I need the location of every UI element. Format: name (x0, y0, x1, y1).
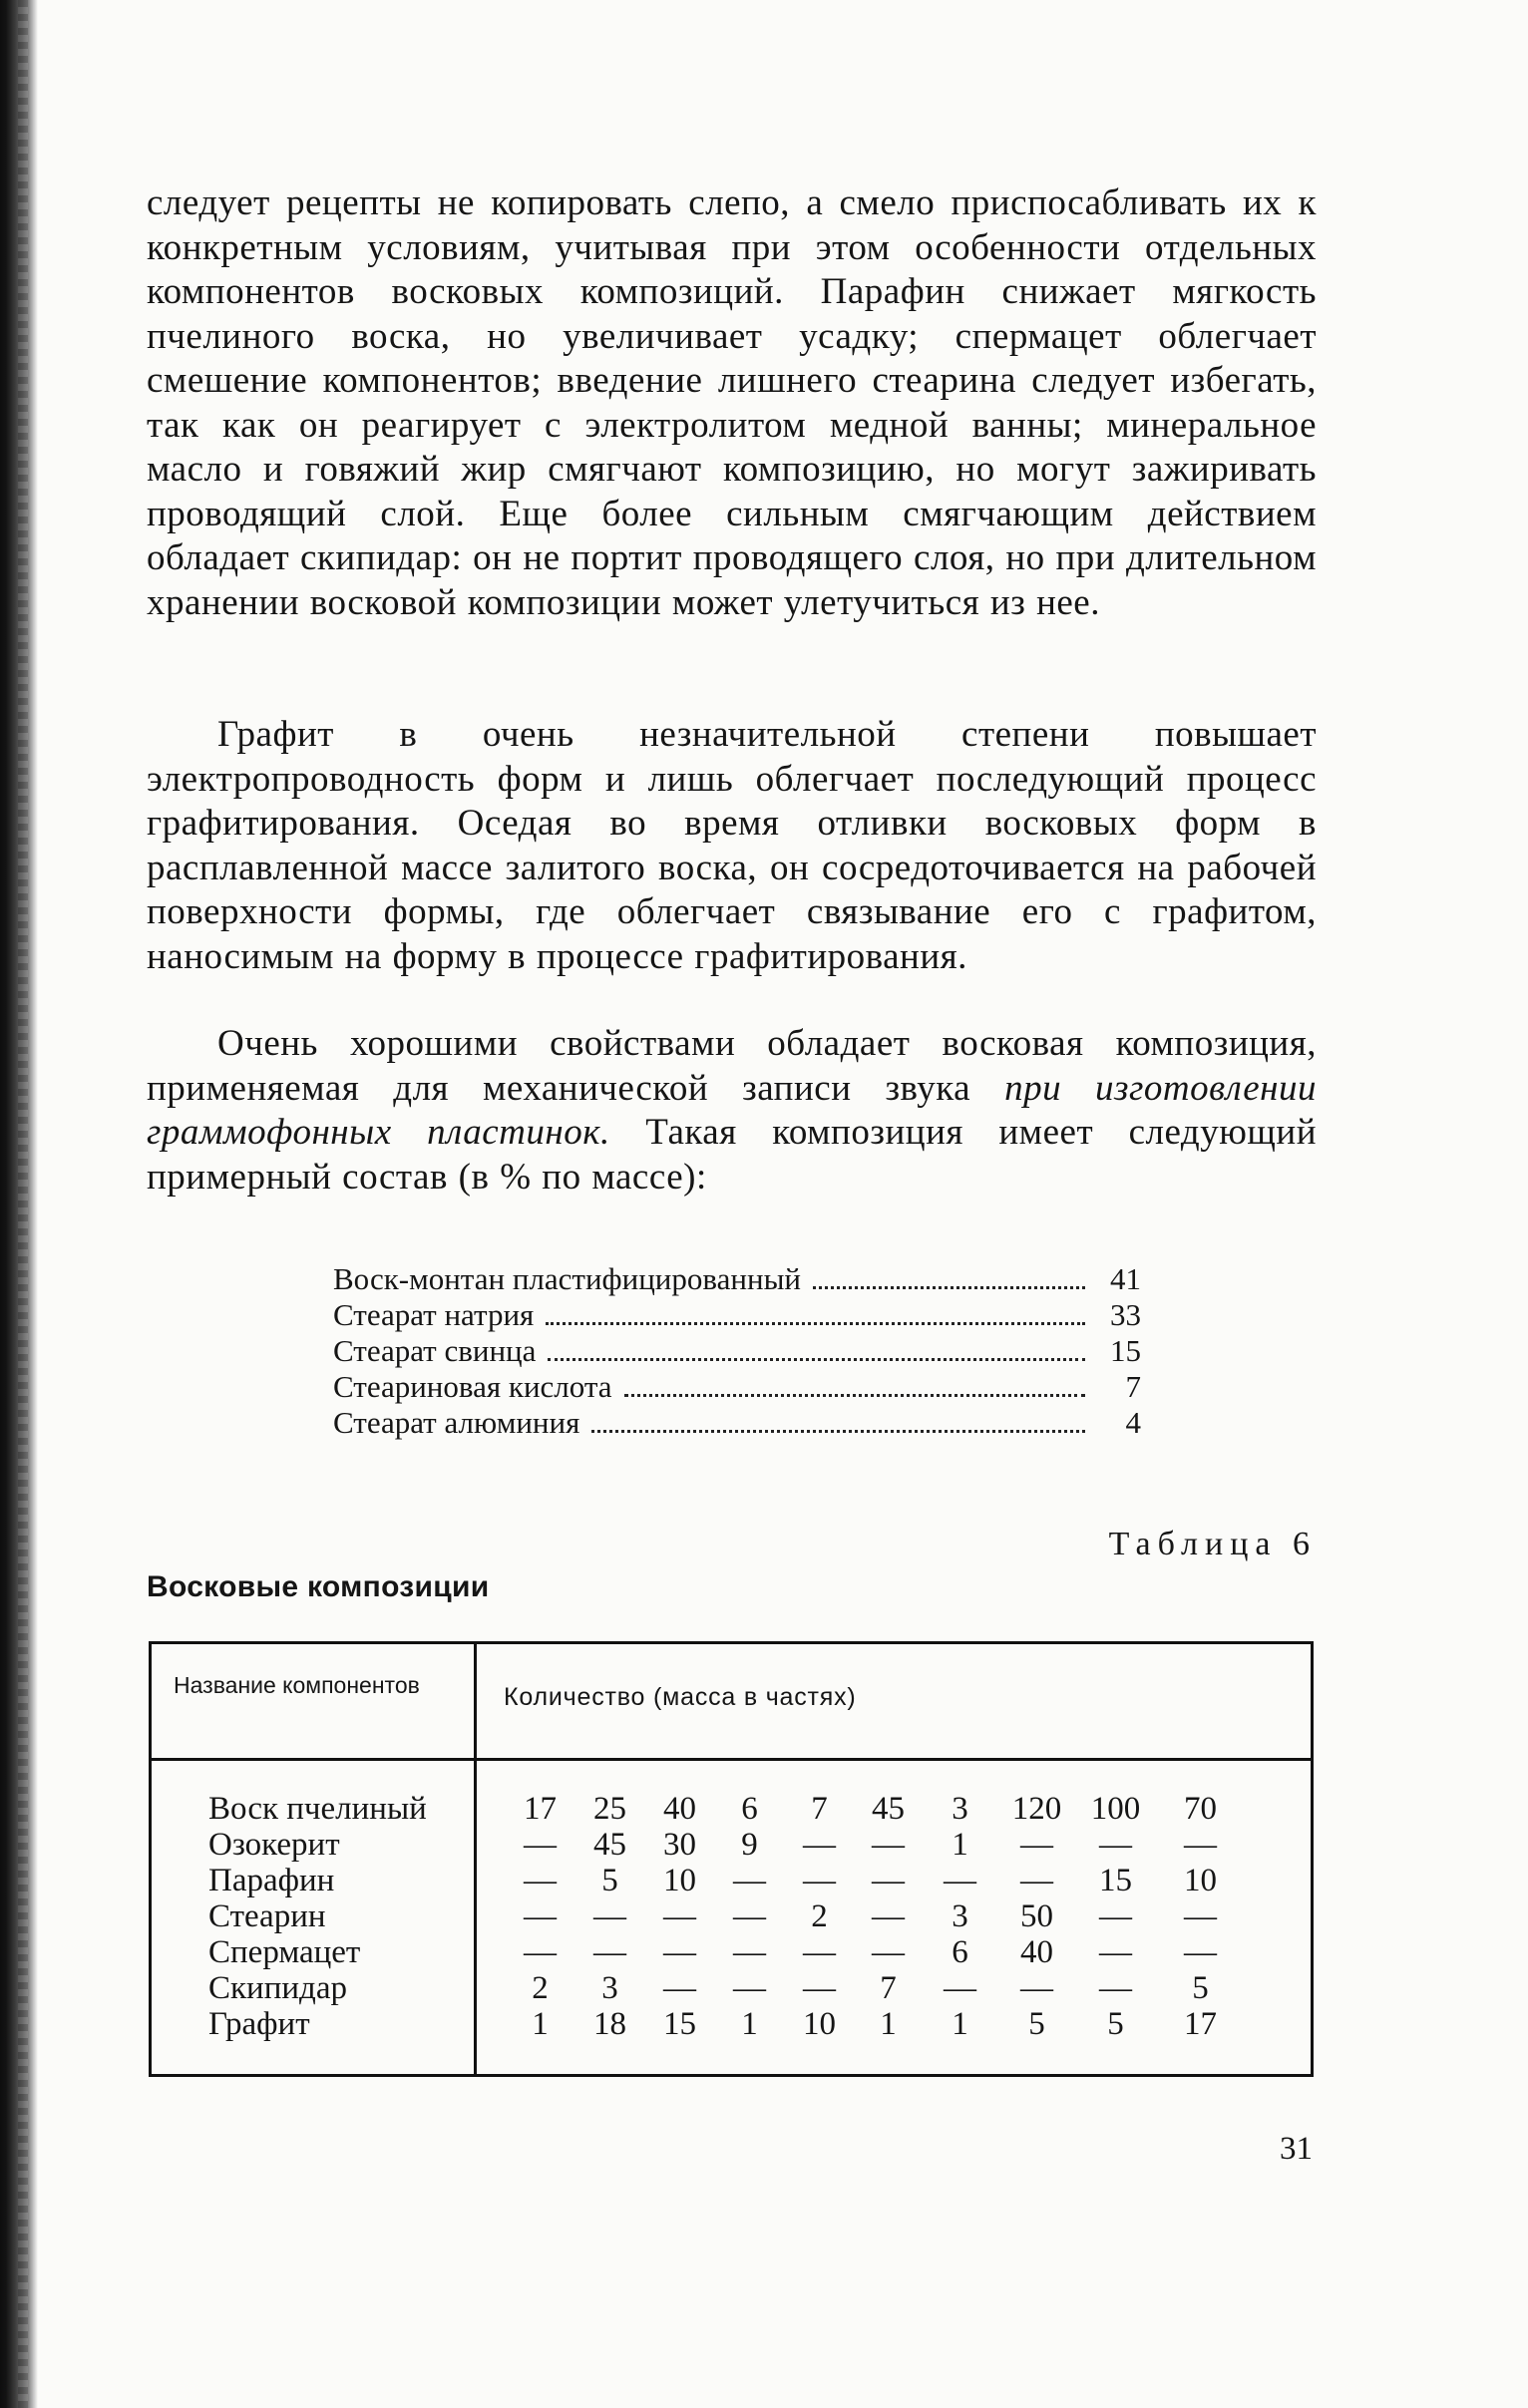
composition-item (333, 1369, 1141, 1405)
table-row (149, 1898, 1314, 1934)
table-cell: 40 (663, 1791, 696, 1827)
table-cell: 5 (1107, 2006, 1124, 2042)
table-cell: — (733, 1934, 766, 1970)
table-cell: — (803, 1970, 836, 2006)
table-cell: 3 (952, 1791, 968, 1827)
table-cell: 1 (880, 2006, 897, 2042)
table-cell: 7 (880, 1970, 897, 2006)
table-row (149, 1827, 1314, 1863)
table-cell: 30 (663, 1827, 696, 1863)
paragraph-2: Графит в очень незначительной степени повышает электропроводность форм и лишь облегчает последующий процесс графитирования. Оседая во время отливки восковых форм в расплавленной массе залитого воска, он сосредоточивается на рабочей поверхности формы, где облегчает связывание его с графитом, наносимым на форму в процессе графитирования. (147, 714, 1317, 977)
table-cell: — (944, 1863, 976, 1898)
table-cell: — (803, 1934, 836, 1970)
table-cell: — (663, 1898, 696, 1934)
dot-leader (624, 1393, 1085, 1397)
table-row (149, 1791, 1314, 1827)
table-cell: — (944, 1970, 976, 2006)
paragraph-3 (147, 1022, 1317, 1200)
component-name-header: Название компонентов (174, 1672, 420, 1698)
table-cell: 100 (1090, 1791, 1141, 1827)
paragraph-3-italic: при изготовлении граммофонных пластинок. (147, 1067, 1318, 1153)
table-cell: 6 (741, 1791, 758, 1827)
table-cell: 70 (1184, 1791, 1217, 1827)
composition-item (333, 1297, 1141, 1333)
component-name: Скипидар (208, 1970, 347, 2006)
composition-item-value: 4 (1125, 1405, 1141, 1440)
table-cell: — (1184, 1898, 1217, 1934)
table-cell: — (1020, 1863, 1053, 1898)
table-row (149, 1970, 1314, 2006)
table-cell: 10 (1184, 1863, 1217, 1898)
table-cell: 7 (811, 1791, 828, 1827)
component-name: Стеарин (208, 1898, 326, 1934)
table-title: Восковые композиции (147, 1570, 490, 1603)
paragraph-3-end: Такая композиция имеет следующий примерный состав (в % по массе): (147, 1112, 1317, 1198)
table-cell: 40 (1020, 1934, 1053, 1970)
table-cell: — (872, 1827, 905, 1863)
table-cell: 50 (1020, 1898, 1053, 1934)
composition-item-name: Стеариновая кислота (333, 1369, 612, 1404)
table-cell: — (733, 1863, 766, 1898)
dot-leader (813, 1285, 1085, 1289)
table-cell: 25 (593, 1791, 626, 1827)
table-cell: 5 (1192, 1970, 1209, 2006)
table-cell: 18 (593, 2006, 626, 2042)
quantity-header: Количество (масса в частях) (504, 1683, 857, 1711)
table-row (149, 1863, 1314, 1898)
table-cell: 1 (532, 2006, 549, 2042)
table-body (149, 1791, 1314, 2050)
table-cell: — (1184, 1934, 1217, 1970)
table-cell: 10 (663, 1863, 696, 1898)
table-cell: — (803, 1863, 836, 1898)
table-cell: — (1099, 1934, 1132, 1970)
table-cell: 2 (811, 1898, 828, 1934)
table-cell: 5 (601, 1863, 618, 1898)
dot-leader (591, 1429, 1085, 1433)
table-cell: — (524, 1827, 557, 1863)
table-cell: 1 (952, 2006, 968, 2042)
table-cell: — (663, 1970, 696, 2006)
table-cell: — (872, 1863, 905, 1898)
table-cell: 9 (741, 1827, 758, 1863)
table-cell: 17 (1184, 2006, 1217, 2042)
dot-leader (548, 1357, 1085, 1361)
table-cell: — (1184, 1827, 1217, 1863)
composition-item-name: Стеарат свинца (333, 1333, 537, 1368)
book-binding-shadow (0, 0, 38, 2408)
table-cell: 5 (1028, 2006, 1045, 2042)
table-cell: — (593, 1898, 626, 1934)
component-name: Графит (208, 2006, 310, 2042)
table-cell: 2 (532, 1970, 549, 2006)
composition-item (333, 1261, 1141, 1297)
table-cell: 15 (663, 2006, 696, 2042)
table-header (149, 1644, 1314, 1761)
table-cell: 6 (952, 1934, 968, 1970)
composition-item-value: 41 (1110, 1261, 1141, 1296)
table-row (149, 2006, 1314, 2042)
table-cell: — (733, 1970, 766, 2006)
table-cell: — (1099, 1827, 1132, 1863)
table-cell: — (524, 1898, 557, 1934)
table-row (149, 1934, 1314, 1970)
table-cell: — (733, 1898, 766, 1934)
table-cell: — (872, 1934, 905, 1970)
table-number: Таблица 6 (1108, 1526, 1317, 1562)
table-cell: 15 (1099, 1863, 1132, 1898)
paragraph-1: следует рецепты не копировать слепо, а смело приспосабливать их к конкретным условиям, учитывая при этом особенности отдельных компонентов восковых композиций. Парафин снижает мягкость пчелиного воска, но увеличивает усадку; спермацет облегчает смешение компонентов; введение лишнего стеарина следует избегать, так как он реагирует с электролитом медной ванны; минеральное масло и говяжий жир смягчают композицию, но могут зажиривать проводящий слой. Еще более сильным смягчающим действием обладает скипидар: он не портит проводящего слоя, но при длительном хранении восковой композиции может улетучиться из нее. (147, 182, 1317, 623)
dot-leader (546, 1321, 1085, 1325)
composition-item-name: Воск-монтан пластифицированный (333, 1261, 801, 1296)
composition-item-name: Стеарат алюминия (333, 1405, 580, 1440)
table-cell: 120 (1011, 1791, 1062, 1827)
table-cell: 17 (524, 1791, 557, 1827)
table-cell: — (1020, 1827, 1053, 1863)
page-number: 31 (1280, 2131, 1313, 2167)
table-cell: 10 (803, 2006, 836, 2042)
composition-item (333, 1333, 1141, 1369)
paragraph-3-start: Очень хорошими свойствами обладает восковая композиция, применяемая для механической записи звука (147, 1023, 1317, 1109)
table-cell: 1 (741, 2006, 758, 2042)
table-cell: — (593, 1934, 626, 1970)
composition-item-value: 15 (1110, 1333, 1141, 1368)
composition-item-value: 7 (1125, 1369, 1141, 1404)
component-name: Парафин (208, 1863, 335, 1898)
table-cell: — (803, 1827, 836, 1863)
table-cell: 45 (593, 1827, 626, 1863)
table-cell: — (524, 1863, 557, 1898)
table-cell: — (1099, 1970, 1132, 2006)
composition-list (333, 1261, 1141, 1441)
component-name: Спермацет (208, 1934, 361, 1970)
table-cell: 1 (952, 1827, 968, 1863)
table-cell: — (524, 1934, 557, 1970)
composition-item-name: Стеарат натрия (333, 1297, 535, 1332)
component-name: Воск пчелиный (208, 1791, 427, 1827)
table-cell: — (872, 1898, 905, 1934)
table-cell: 3 (952, 1898, 968, 1934)
table-cell: 45 (872, 1791, 905, 1827)
composition-item (333, 1405, 1141, 1441)
composition-item-value: 33 (1110, 1297, 1141, 1332)
table-cell: — (663, 1934, 696, 1970)
component-name: Озокерит (208, 1827, 340, 1863)
wax-compositions-table (149, 1641, 1314, 2077)
table-cell: — (1020, 1970, 1053, 2006)
table-cell: — (1099, 1898, 1132, 1934)
table-cell: 3 (601, 1970, 618, 2006)
